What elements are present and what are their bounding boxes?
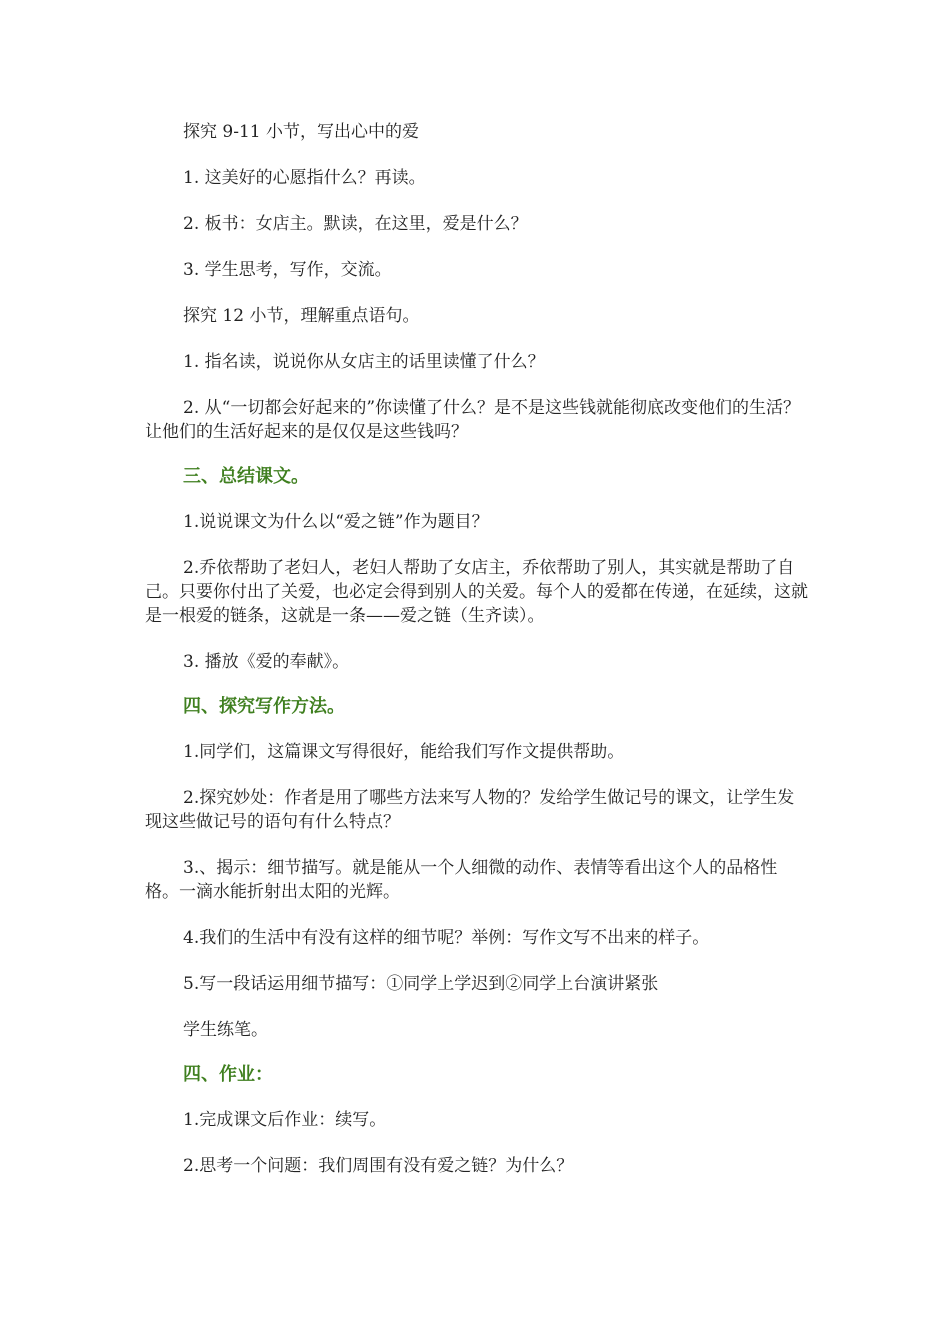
paragraph-item: 1. 这美好的心愿指什么？再读。 bbox=[183, 168, 426, 188]
paragraph-item: 3. 播放《爱的奉献》。 bbox=[183, 652, 350, 672]
paragraph-item: 3.、揭示：细节描写。就是能从一个人细微的动作、表情等看出这个人的品格性格。一滴水能折射出太阳的光辉。 bbox=[145, 858, 778, 902]
paragraph-item: 2.思考一个问题：我们周围有没有爱之链？为什么？ bbox=[183, 1156, 574, 1176]
section-heading-homework: 四、作业： bbox=[183, 1064, 273, 1085]
paragraph-item: 1.同学们，这篇课文写得很好，能给我们写作文提供帮助。 bbox=[183, 742, 625, 762]
paragraph-item: 2.探究妙处：作者是用了哪些方法来写人物的？发给学生做记号的课文，让学生发现这些做记号的语句有什么特点？ bbox=[145, 788, 795, 832]
paragraph-item: 3. 学生思考，写作，交流。 bbox=[183, 260, 392, 280]
paragraph-item: 1. 指名读，说说你从女店主的话里读懂了什么？ bbox=[183, 352, 545, 372]
paragraph-item: 2.乔依帮助了老妇人，老妇人帮助了女店主，乔依帮助了别人，其实就是帮助了自己。只要你付出了关爱，也必定会得到别人的关爱。每个人的爱都在传递，在延续，这就是一根爱的链条，这就是一条——爱之链（生齐读）。 bbox=[145, 558, 808, 626]
document-body bbox=[145, 120, 810, 1178]
section-heading-writing-method: 四、探究写作方法。 bbox=[183, 696, 345, 717]
paragraph-item: 1.完成课文后作业：续写。 bbox=[183, 1110, 387, 1130]
paragraph-item: 2. 从“一切都会好起来的”你读懂了什么？是不是这些钱就能彻底改变他们的生活？让他们的生活好起来的是仅仅是这些钱吗？ bbox=[145, 398, 801, 442]
paragraph-explore-12: 探究 12 小节，理解重点语句。 bbox=[183, 306, 420, 326]
paragraph-explore-9-11: 探究 9-11 小节，写出心中的爱 bbox=[183, 122, 419, 142]
paragraph-item: 1.说说课文为什么以“爱之链”作为题目？ bbox=[183, 512, 489, 532]
section-heading-summary: 三、总结课文。 bbox=[183, 466, 309, 487]
paragraph-item: 学生练笔。 bbox=[183, 1020, 268, 1040]
paragraph-item: 2. 板书：女店主。默读，在这里，爱是什么？ bbox=[183, 214, 528, 234]
paragraph-item: 4.我们的生活中有没有这样的细节呢？举例：写作文写不出来的样子。 bbox=[183, 928, 710, 948]
paragraph-item: 5.写一段话运用细节描写：①同学上学迟到②同学上台演讲紧张 bbox=[183, 974, 659, 994]
